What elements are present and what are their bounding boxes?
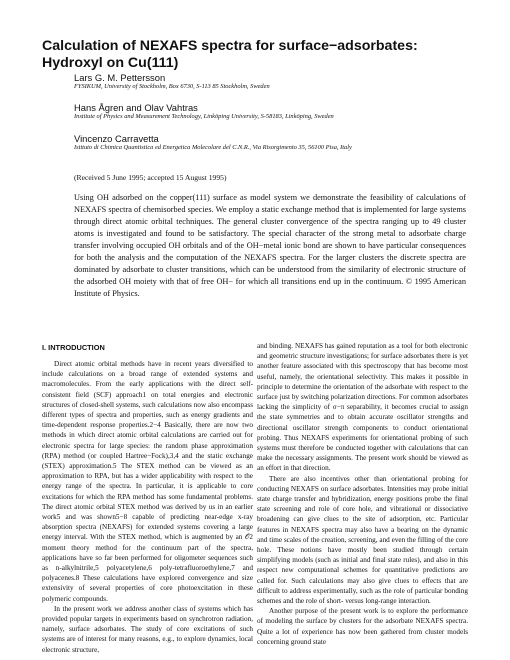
author-affiliation: Institute of Physics and Measurement Technology, Linköping University, S-58183, Linköping, Sweden [74, 113, 334, 120]
author-name: Lars G. M. Pettersson [74, 72, 166, 83]
author-affiliation: FYSIKUM, University of Stockholm, Box 6730, S-113 85 Stockholm, Sweden [74, 83, 270, 90]
body-paragraph: and binding. NEXAFS has gained reputation as a tool for both electronic and geometric structure investigations; for surface adsorbates there is yet another feature associated with this spectroscopy that has become most useful, namely, the orientational selectivity. This makes it possible in principle to determine the orientation of the adsorbate with respect to the surface just by switching polarization directions. For common adsorbates lacking the simplicity of σ−π separability, it becomes crucial to assign the state symmetries and to obtain accurate oscillator strengths and directional oscillator strength components to conduct orientational probing. Thus NEXAFS experiments for orientational probing of such systems must therefore be conducted together with calculations that can make the necessary assignments. The present work should be viewed as an effort in that direction. [257, 342, 468, 473]
body-paragraph: In the present work we address another class of systems which has provided popular targets in experiments based on synchrotron radiation, namely, surface adsorbates. The study of core excitations of such systems are of interest for many reasons, e.g., to explore dynamics, local electronic structure, [42, 604, 253, 654]
author-name: Hans Ågren and Olav Vahtras [74, 102, 198, 113]
body-paragraph: There are also incentives other than orientational probing for conducting NEXAFS on surface adsorbates. Intensities may probe initial state charge transfer and hybridization, energy positions probe the final state screening and role of core hole, and vibrational or dissociative broadening can give clues to the site of adsorption, etc. Particular features in NEXAFS spectra may also have a bearing on the dynamic and time scales of the creation, screening, and even the filling of the core hole. These notions have mostly been studied through certain simplifying models (such as initial and final state rules), and also in this respect new computational schemes for quantitative predictions are called for. Such calculations may also give clues to effects that are difficult to address experimentally, such as the role of particular bonding schemes and the role of short- versus long-range interaction. [257, 474, 468, 606]
author-name: Vincenzo Carravetta [74, 133, 159, 144]
paper-title: Calculation of NEXAFS spectra for surface−adsorbates: Hydroxyl on Cu(111) [42, 38, 418, 71]
body-paragraph: Direct atomic orbital methods have in recent years diversified to include calculations on a broad range of extended systems and macromolecules. From the early applications with the direct self-consistent field (SCF) approach1 on total energies and electronic structures of closed-shell systems, such calculations now also encompass different types of spectra and properties, such as energy gradients and time-dependent response properties.2−4 Basically, there are now two methods in which direct atomic orbital calculations are carried out for electronic spectra for large species: the random phase approximation (RPA) method (or coupled Hartree−Fock),3,4 and the static exchange (STEX) approximation.5 The STEX method can be viewed as an approximation to RPA, but has a wider applicability with respect to the energy range of the spectra. In particular, it is applicable to core excitations for which the RPA method has some fundamental problems. The direct atomic orbital STEX method was derived by us in an earlier work5 and was shown5−8 capable of predicting near-edge x-ray absorption spectra (NEXAFS) for extended systems covering a large energy interval. With the STEX method, which is augmented by an 𝒪2 moment theory method for the continuum part of the spectra, applications have so far been performed for oligometer sequences such as n-alkylnitrile,5 polyacetylene,6 poly-tetrafluoroethylene,7 and polyacenes.8 These calculations have explored convergence and size extensivity of several properties of core photoexcitation in these polymeric compounds. [42, 360, 253, 603]
left-column [42, 359, 253, 655]
right-column [257, 341, 468, 647]
abstract: Using OH adsorbed on the copper(111) surface as model system we demonstrate the feasibility of calculations of NEXAFS spectra of chemisorbed species. We employ a static exchange method that is implemented for large systems through direct atomic orbital techniques. The general cluster convergence of the spectra ranging up to 49 cluster atoms is investigated and found to be satisfactory. The special character of the strong metal to adsorbate charge transfer involving occupied OH orbitals and of the OH−metal ionic bond are shown to have particular consequences for both the analysis and the computation of the NEXAFS spectra. For the larger clusters the discrete spectra are dominated by adsorbate to cluster transitions, which can be understood from the similarity of electronic structure of the adsorbed OH moiety with that of free OH− for which all transitions end up in the continuum. © 1995 American Institute of Physics. [74, 193, 466, 298]
body-paragraph: Another purpose of the present work is to explore the performance of modeling the surface by clusters for the adsorbate NEXAFS spectra. Quite a lot of experience has now been gathered from cluster models concerning ground state [257, 607, 468, 646]
section-heading: I. INTRODUCTION [42, 343, 105, 352]
author-affiliation: Istituto di Chimica Quantistica ed Energetica Molecolare del C.N.R., Via Risorgimento 35, 56100 Pisa, Italy [74, 144, 352, 151]
received-dates: (Received 5 June 1995; accepted 15 August 1995) [74, 173, 227, 182]
